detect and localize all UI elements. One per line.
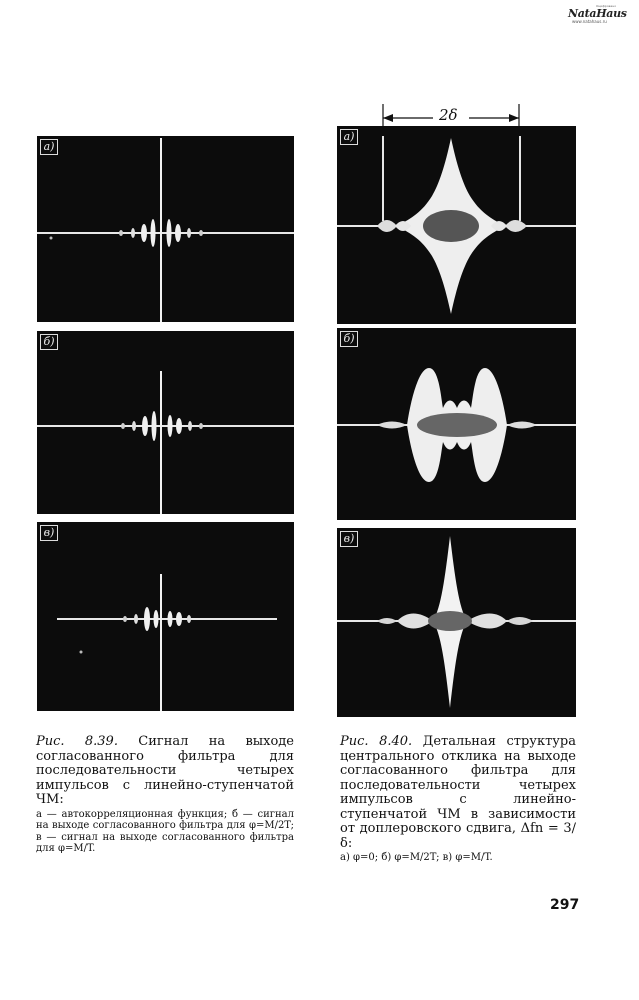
fig40-caption-sub: а) φ=0; б) φ=M/2T; в) φ=M/T. — [340, 852, 493, 863]
fig40-panel-c — [337, 528, 576, 717]
fig39-waveform-b — [37, 331, 294, 514]
fig39-waveform-c — [37, 522, 294, 711]
logo-subtext: www.natahaus.ru — [572, 19, 607, 24]
fig40-panel-a — [337, 126, 576, 324]
page-number: 297 — [550, 897, 580, 913]
fig39-caption-main — [36, 735, 294, 808]
fig39-panel-c — [37, 522, 294, 711]
fig40-panel-a-label: а) — [340, 129, 358, 145]
fig39-caption — [36, 735, 294, 855]
fig40-waveform-c — [337, 528, 576, 717]
fig40-caption — [340, 735, 576, 864]
fig39-panel-a — [37, 136, 294, 322]
dimension-label: 2δ — [439, 106, 458, 124]
fig39-caption-number: Рис. 8.39. — [36, 734, 118, 749]
fig39-panel-b — [37, 331, 294, 514]
logo-text: NataHaus — [568, 7, 627, 20]
fig39-caption-sub: а — автокорреляционная функция; б — сигнал на выходе согласованного фильтра для φ=M/2T; в — сигнал на выходе согласованного фильтра для φ=M/T. — [36, 808, 294, 854]
fig39-panel-c-label: в) — [40, 525, 58, 541]
fig39-waveform-a — [37, 136, 294, 322]
fig40-panel-b-label: б) — [340, 331, 358, 347]
fig40-caption-text: Детальная структура центрального отклика на выходе согласованного фильтра для последовательности четырех импульсов с линейно-ступенчатой ЧМ в зависимости от доплеровского сдвига, Δfn = 3/δ: — [340, 734, 576, 851]
fig40-waveform-a — [337, 126, 576, 324]
fig39-panel-b-label: б) — [40, 334, 58, 350]
fig40-waveform-b — [337, 328, 576, 520]
fig40-caption-main — [340, 735, 576, 851]
fig40-panel-b — [337, 328, 576, 520]
fig40-panel-c-label: в) — [340, 531, 358, 547]
fig39-caption-text: Сигнал на выходе согласованного фильтра для последовательности четырех импульсов с линейно-ступенчатой ЧМ: — [36, 734, 294, 807]
publisher-logo — [566, 4, 636, 26]
logo-tiny-text: Оцифровано — [596, 4, 617, 8]
fig40-caption-number: Рис. 8.40. — [340, 734, 413, 749]
fig39-panel-a-label: а) — [40, 139, 58, 155]
